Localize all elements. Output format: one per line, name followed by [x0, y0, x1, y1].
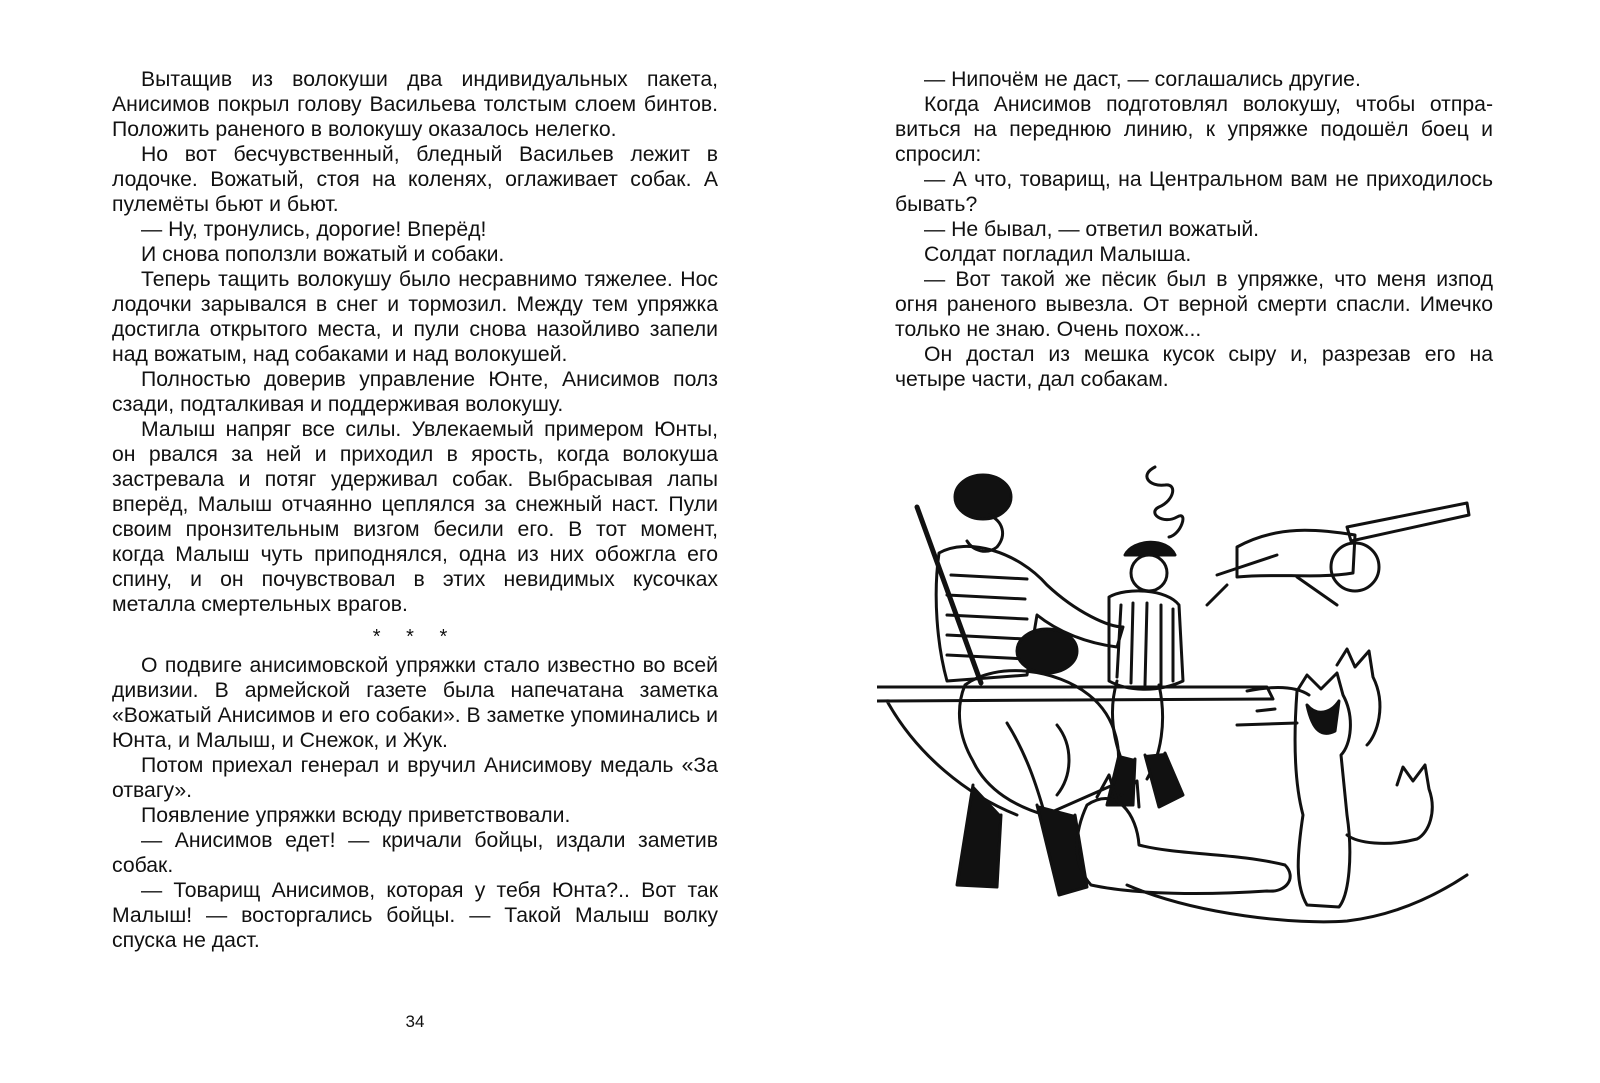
cannon-barrel [1347, 503, 1469, 541]
paragraph: Малыш напряг все силы. Увлекаемый примером Юнты, он рвался за ней и приходил в ярость, когда волокуша застревала и потяг удерживал собак. Выбрасывая лапы вперёд, Малыш отчаянно цеплялся за снежный наст. Пули своим пронзительным визгом бесили его. В тот момент, когда Малыш чуть приподнялся, одна из них обожгла его спину, и он почувствовал в этих невидимых кусочках металла смертельных врагов. [112, 418, 718, 616]
paragraph: Появление упряжки всюду приветствовали. [141, 804, 571, 827]
lying-dog [1077, 799, 1290, 894]
paragraph: О подвиге анисимовской упряжки стало известно во всей дивизии. В армейской газете была напечатана заметка «Вожатый Анисимов и его собаки». В заметке упоминались и Юнта, и Малыш, и Снежок, и Жук. [112, 654, 718, 752]
paragraph: Вытащив из волокуши два индивидуальных пакета, Анисимов покрыл голову Васильева толстым слоем бинтов. Положить раненого в волокушу оказалось нелегко. [112, 68, 718, 141]
paragraph: Когда Анисимов подготовлял волокушу, чтобы отправиться на переднюю линию, к упряжке подошёл боец и спросил: [895, 93, 1493, 166]
paragraph: И снова поползли вожатый и собаки. [141, 243, 505, 266]
ink-drawing [877, 455, 1497, 983]
front-soldier-helmet [1017, 629, 1077, 673]
sled [877, 687, 1273, 815]
left-page-text [112, 67, 718, 953]
cannon-carriage [1237, 530, 1355, 577]
smoke-line [1147, 467, 1183, 537]
soldier-helmet [955, 475, 1011, 519]
paragraph: Потом приехал генерал и вручил Анисимову медаль «За отвагу». [112, 754, 718, 802]
front-soldier-arm [1007, 723, 1069, 815]
paragraph: — Вот такой же пёсик был в упряжке, что меня изпод огня раненого вывезла. От верной смерти спасли. Имечко только не знаю. Очень похож... [895, 268, 1493, 341]
boy-head [1131, 555, 1167, 591]
paragraph: — Ну, тронулись, дорогие! Вперёд! [141, 218, 487, 241]
dog-leash [1127, 875, 1467, 922]
sitting-dog-big-fill [1307, 701, 1339, 733]
paragraph: Но вот бесчувственный, бледный Васильев лежит в лодочке. Вожатый, стоя на коленях, оглаживает собак. А пулемёты бьют и бьют. [112, 143, 718, 216]
paragraph: — Товарищ Анисимов, которая у тебя Юнта?.. Вот так Малыш! — восторгались бойцы. — Такой Малыш волку спуска не даст. [112, 879, 718, 952]
sitting-dog-big [1295, 673, 1350, 907]
boy-stripes [1117, 603, 1173, 685]
section-separator: * * * [372, 626, 458, 648]
right-page-text [895, 67, 1493, 392]
paragraph: — Нипочём не даст, — соглашались другие. [924, 68, 1361, 91]
soldiers-and-dogs-illustration [877, 455, 1497, 983]
paragraph: Полностью доверив управление Юнте, Анисимов полз сзади, подталкивая и поддерживая волокушу. [112, 368, 718, 416]
page-number: 34 [405, 1012, 425, 1031]
paragraph: Теперь тащить волокушу было несравнимо тяжелее. Нос лодочки зарывался в снег и тормозил. Между тем упряжка достигла открытого места, и пули снова назойливо запели над вожатым, над собаками и над волокушей. [112, 268, 718, 366]
paragraph: Он достал из мешка кусок сыру и, разрезав его на четыре части, дал собакам. [895, 343, 1493, 391]
paragraph: — А что, товарищ, на Центральном вам не приходилось бывать? [895, 168, 1493, 216]
boy-hat [1125, 542, 1175, 555]
resting-dog-right [1347, 765, 1432, 843]
paragraph: — Анисимов едет! — кричали бойцы, издали заметив собак. [112, 829, 718, 877]
cannon-trail [1207, 555, 1337, 605]
front-soldier-boots [957, 785, 1087, 895]
paragraph: Солдат погладил Малыша. [924, 243, 1192, 266]
paragraph: — Не бывал, — ответил вожатый. [924, 218, 1260, 241]
